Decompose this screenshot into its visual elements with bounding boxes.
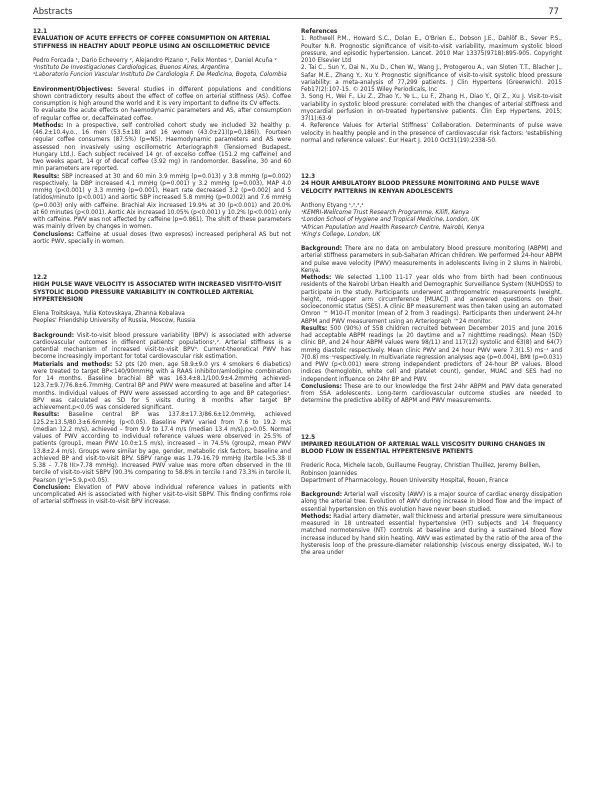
reference-item: 4. Reference Values for Arterial Stiffness' Collaboration. Determinants of pulse wave velocity in healthy people and in the presence of cardiovascular risk factors: 'establishing normal and reference values'. Eur Heart J. 2010 Oct31(19):2338-50. (301, 123, 562, 144)
reference-item: 1. Rothwell P.M., Howard S.C., Dolan E., O'Brien E., Dobson J.E., Dahlöf B., Sever P.S., Poulter N.R. Prognostic significance of visit-to-visit variability, maximum systolic blood pressure, and episodic hypertension. Lancet. 2010 Mar 13375(9718):895-905. Copyright 2010 Elsevier Ltd (301, 36, 562, 64)
paragraph-label: Methods: (301, 513, 332, 520)
paragraph-text: These are to our knowledge the first 24hr ABPM and PWV data generated from SSA adolescents. Long-term cardiovascular outcome studies are needed to determine the predictive ability of ABPM and PWV measurements. (301, 383, 562, 405)
paragraph-label: Methods: (301, 275, 332, 281)
abstract-12-3 (301, 174, 562, 406)
paragraph-label: Results: (33, 412, 60, 419)
left-column (33, 29, 291, 507)
abstract-affiliation: ²London School of Hygiene and Tropical Medicine, London, UK (301, 217, 480, 224)
abstract-affiliation: ²Laboratorio Funcion Vascular Instituto De Cardiologia F. De Medicina, Bogota, Colombia (33, 72, 287, 79)
abstract-affiliation: ³African Population and Health Research Centre, Nairobi, Kenya (301, 224, 485, 231)
paragraph-text: Several studies in different populations and conditions shown contradictory results about the effect of coffee on arterial stiffness (AS). Coffee consumption is high around the world and it is very important to define its CV effects. (33, 86, 291, 107)
reference-item: 3. Song H., Wei F., Liu Z., Zhao Y., Ye L., Lu F., Zhang H., Diao Y., Qi Z., Xu J. Visit-to-visit variability in systolic blood pressure: correlated with the changes of arterial stiffness and myocardial perfusion in on-treated hypertensive patients. Clin Exp Hypertens. 2015; 37(1):63-9 (301, 94, 562, 122)
paragraph-text: Baseline central BP was 137.8±17.3/86.6±12.0mmHg, achieved 125.2±13.5/80.3±6.6mmHg (p<0.05). Baseline PWV varied from 7.6 to 19.2 m/s (median 12.2 m/s), achieved – from 9.9 to 17.4 m/s (median 13.4 m/s),p>0.05. Normal values of PWV according to individual reference values were observed in 25.5% of patients (group1, mean PWV 10.0±1.5 m/s), increased – in 74.5% (group2, mean PWV 13.8±2.4 m/s). Groups were similar by age, gender, metabolic risk factors, baseline and achieved BP and visit-to-visit BPV. SBPV range was 1.79-16.79 mmHg (tertile I<5.38 II 5.38 – 7.78 III>7.78 mmHg). Increased PWV value was more often observed in the III tercile of visit-to-visit SBPV (90.3% comparing to 58.8% in tercile I and 73.3% in tercile II, Pearson (χ²)=5.9,p<0.05). (33, 412, 291, 484)
paragraph-text: There are no data on ambulatory blood pressure monitoring (ABPM) and arterial stiffness parameters in sub-Saharan African children. We performed 24-hour ABPM and pulse wave velocity (PWV) measurements in adolescents living in 2 slums in Nairobi, Kenya. (301, 246, 562, 274)
paragraph-text: In a prospective, self controlled cohort study we included 32 healthy p. (46.2±10.4y.o., 16 men (53.5±18) and 16 women (43.0±21)(p=0,186)). Fourteen regular coffee consumers (87.5%) (p=NS). Haemodynamic parameters and AS were assessed non invasively using oscillometric Arteriograph® (Tensiomed Budapest, Hungary Ltd.). Each subject received 14 gr. of excelso coffee (151.2 mg caffeine) and two weeks apart, 14 gr of decaf coffee (3.92 mg) in randomorder. Baseline, 30 and 60 min parameters are reported. (33, 122, 291, 173)
paragraph-label: Conclusion: (33, 484, 71, 491)
abstract-authors: Frederic Roca, Michele Iacob, Guillaume Feugray, Christian Thuillez, Jeremy Bellien, Robinson Joannides (301, 463, 541, 477)
abstract-number: 12.5 (301, 434, 316, 441)
paragraph-label: Background: (33, 332, 74, 339)
abstract-paragraph (33, 232, 291, 247)
abstract-paragraph (301, 326, 562, 384)
paragraph-text: Elevation of PWV above individual reference values in patients with uncomplicated AH is associated with higher visit-to-visit SBPV. This finding confirms role of arterial stiffness in visit-to-visit BPV increase. (33, 484, 291, 506)
paragraph-text: We selected 1,100 11-17 year olds who from birth had been continuous residents of the Nairobi Urban Health and Demographic Surveillance System (NUHDSS) to participate in the study. Participants underwent anthropometric measurements (weight, height, mid-upper arm circumference [MUAC]) and answered questions on their socioeconomic status (SES). A clinic BP measurement was then taken using an automated Omron ™ M10-IT monitor (mean of 2 from 3 readings). Participants then underwent 24-hr ABPM and PWV measurement using an Arteriograph ™24 monitor. (301, 275, 562, 325)
right-column (301, 29, 562, 557)
page-number: 77 (548, 6, 559, 16)
abstract-number: 12.3 (301, 174, 316, 180)
abstract-paragraph (33, 485, 291, 507)
paragraph-label: Methods: (33, 122, 64, 129)
paragraph-text: 500 (90%) of 558 children recruited between December 2015 and June 2016 had acceptable ABPM readings (≥ 20 daytime and ≥7 nighttime readings). Mean (SD) clinic BP, and 24 hour ABPM values were 98/11) and 117(12) systolic and 63(8) and 64(7) mmHg diastolic respectively. Mean clinic PWV and 24 hour PWV were 7.3(1.5) ms⁻¹ and 7(0.8) ms⁻¹respectively. In multivariate regression analyses age (p=0.004), BMI (p=0.031) and PWV (p<0.001) were strong independent predictors of 24-hour BP values. Blood indices (hemoglobin, white cell and platelet count), gender, MUAC and SES had no independent influence on 24hr BP and PWV. (301, 325, 562, 383)
abstract-authors: Elena Troitskaya, Yulia Kotovskaya, Zhanna Kobalava (33, 311, 185, 317)
abstract-affiliation: Department of Pharmacology, Rouen University Hospital, Rouen, France (301, 477, 509, 484)
abstract-12-1 (33, 29, 291, 246)
paragraph-text: Caffeine at usual doses (two expresos) increased peripheral AS but not aortic PWV, specially in women. (33, 231, 291, 245)
abstract-paragraph (301, 514, 562, 558)
abstract-paragraph (301, 384, 562, 406)
abstract-affiliation: Peoples' Friendship University of Russia, Moscow, Russia (33, 318, 196, 325)
references-heading: References (301, 29, 338, 35)
reference-item: 2. Tai C., Sun Y., Dai N., Xu D., Chen W., Wang J., Protogerou A., van Sloten T.T., Blacher J., Safar M.E., Zhang Y., Xu Y. Prognostic significance of visit-to-visit systolic blood pressure variability: a meta-analysis of 77,299 patients. J Clin Hypertens (Greenwich). 2015 Feb17(2):107-15. © 2015 Wiley Periodicals, Inc (301, 65, 562, 93)
abstract-paragraph (33, 123, 291, 174)
paragraph-label: Results: (301, 325, 328, 332)
paragraph-label: Environment/Objectives: (33, 86, 113, 93)
paragraph-label: Conclusions: (33, 231, 74, 238)
paragraph-text: To evaluate the acute effects on haemodynamic parameters and AS, after consumption of regular coffee or, decaffeinated coffee. (33, 108, 291, 122)
abstract-paragraph (301, 275, 562, 326)
paragraph-text: Arterial wall viscosity (AWV) is a major source of cardiac energy dissipation along the arterial tree. Evolution of AWV during increase in blood flow and the impact of essential hypertension on this evolution have never been studied. (301, 492, 562, 513)
paragraph-label: Background: (301, 246, 342, 252)
abstract-paragraph (33, 108, 291, 123)
abstract-paragraph (33, 174, 291, 232)
abstract-number: 12.2 (33, 275, 48, 281)
abstract-paragraph (301, 246, 562, 275)
paragraph-text: Visit-to-visit blood pressure variability (BPV) is associated with adverse cardiovascular outcomes in different patients' populations¹,². Arterial stiffness is a potential mechanism of increased visit-to-visit BPV³. Current-theoretical PWV has become increasingly important for total cardiovascular risk estimation. (33, 332, 291, 361)
abstract-title: HIGH PULSE WAVE VELOCITY IS ASSOCIATED WITH INCREASED VISIT-TO-VISIT SYSTOLIC BLOOD PRESSURE VARIABILITY IN CONTROLLED ARTERIAL HYPERTENSION (33, 282, 282, 303)
paragraph-label: Background: (301, 492, 342, 498)
paragraph-label: Results: (33, 173, 60, 180)
references (301, 29, 562, 145)
abstract-paragraph (33, 362, 291, 413)
abstract-paragraph (301, 492, 562, 514)
paragraph-text: SBP increased at 30 and 60 min 3.9 mmHg (p=0.013) y 3.8 mmHg (p=0.002) respectively, la DBP increased 4.1 mmHg (p=0.001) y 3.2 mmHg (p=0.003), MAP 4.0 mmHg (p<0.001) y 3.3 mmHg (p=0.001), Heart rate decreased 3.2 (p=0.002) and 5 latidos/minuto (p<0.001) and aortic SBP increased 5.8 mmHg (p=0.002) and 7.6 mmHg (p=0.003) only with caffeine. Brachial Aix increased 19.9% at 30 (p<0.001) and 20.0% at 60 minutes (p<0.001). Aortic Aix increased 10.05% (p<0.001) y 10.2% (p<0.001) only with caffeine. PWV was not affected by caffeine (p=0.861). The shift of these parameters was mainly driven by changes in women. (33, 173, 291, 231)
abstract-title: EVALUATION OF ACUTE EFFECTS OF COFFEE CONSUMPTION ON ARTERIAL STIFFNESS IN HEALTHY ADULT PEOPLE USING AN OSCILLOMETRIC DEVICE (33, 36, 271, 50)
abstract-authors: Anthony Etyang ¹,²,³,⁴ (301, 202, 364, 209)
abstract-paragraph (33, 412, 291, 485)
abstract-12-2 (33, 275, 291, 507)
paragraph-text: 52 pts (20 men, age 58.9±9.0 yrs 4 smokers 6 diabetics) were treated to target BP<140/90mmHg with a RAAS inhibitor/amlodipine combination for 14 months. Baseline brachial BP was 163.4±8.1/100.9±4.2mmHg achieved-123.7±9.7/76.8±6.7mmHg. Central BP and PWV were measured at baseline and after 14 months. Individual values of PWV were assessed according to age and BP categories⁴. BPV was calculated as SD for 5 visits during 8 months after target BP achievement.p<0.05 was considered significant. (33, 361, 291, 411)
abstract-affiliation: ⁴King's College, London, UK (301, 231, 381, 238)
abstract-title: IMPAIRED REGULATION OF ARTERIAL WALL VISCOSITY DURING CHANGES IN BLOOD FLOW IN ESSENTIAL HYPERTENSIVE PATIENTS (301, 441, 546, 455)
abstract-authors: Pedro Forcada ¹, Dario Echeverry ², Alejandro Pizano ², Felix Montes ², Daniel Acuña ² (33, 57, 277, 64)
running-header (0, 0, 595, 18)
abstract-title: 24 HOUR AMBULATORY BLOOD PRESSURE MONITORING AND PULSE WAVE VELOCITY PATTERNS IN KENYAN ADOLESCENTS (301, 181, 540, 195)
abstract-number: 12.1 (33, 29, 48, 35)
abstract-affiliation: ¹Instituto De Investigaciones Cardiologicas, Buenos Aires, Argentina (33, 65, 230, 71)
abstract-affiliation: ¹KEMRI-Wellcome Trust Research Programme, Kilifi, Kenya (301, 210, 470, 216)
abstract-12-5 (301, 435, 562, 558)
paragraph-label: Conclusions: (301, 383, 342, 390)
abstract-paragraph (33, 333, 291, 362)
paragraph-text: Radial artery diameter, wall thickness and arterial pressure were simultaneous measured in 18 untreated essential hypertensive (HT) subjects and 14 frequency matched normotensive (NT) controls at baseline and during a sustained blood flow increase induced by hand skin heating. AWV was estimated by the ratio of the area of the hysteresis loop of the pressure-diameter relationship (viscous energy dissipated, Wᵥ) to the area under (301, 513, 562, 556)
header-divider (33, 18, 562, 19)
abstract-paragraph (33, 87, 291, 109)
paragraph-label: Materials and methods: (33, 361, 113, 368)
section-title: Abstracts (33, 6, 73, 16)
